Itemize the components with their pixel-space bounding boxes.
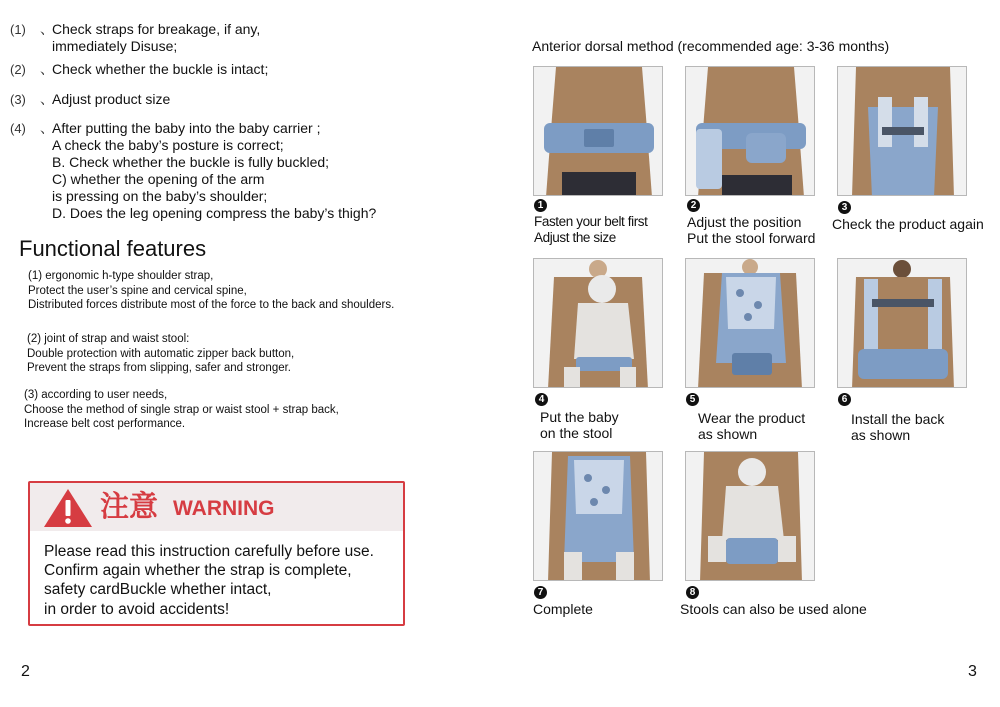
checklist-number: (3): [10, 92, 26, 107]
checklist-number: (4): [10, 121, 26, 136]
caption-line: Adjust the size: [534, 230, 616, 245]
caption-line: Check the product again: [832, 216, 984, 232]
warning-line: in order to avoid accidents!: [44, 600, 230, 618]
step-7-number: 7: [534, 586, 547, 599]
feature-line: (3) according to user needs,: [24, 389, 168, 401]
step-8-caption: [680, 601, 867, 617]
step-6-caption: [851, 411, 944, 443]
caption-line: Put the stool forward: [687, 230, 816, 246]
checklist-line: D. Does the leg opening compress the baby’s thigh?: [52, 205, 377, 221]
warning-title-cn: 注意: [100, 489, 159, 523]
step-7-caption: [533, 601, 593, 617]
step-5-photo: [685, 258, 815, 388]
warning-message: [44, 542, 374, 619]
step-4-caption: [540, 409, 619, 441]
step-6-photo: [837, 258, 967, 388]
checklist-line: A check the baby’s posture is correct;: [52, 137, 284, 153]
feature-line: Double protection with automatic zipper back button,: [27, 347, 295, 360]
step-1-number: 1: [534, 199, 547, 212]
checklist-line: C) whether the opening of the arm: [52, 171, 265, 187]
step-1-caption: [534, 214, 648, 246]
functional-features-title: Functional features: [19, 236, 207, 261]
caption-line: Wear the product: [698, 410, 806, 426]
step-3-photo: [837, 66, 967, 196]
checklist-line: Check straps for breakage, if any,: [52, 21, 261, 37]
warning-box: [28, 481, 405, 626]
step-8-number: 8: [686, 586, 699, 599]
feature-line: Distributed forces distribute most of the force to the back and shoulders.: [28, 299, 395, 311]
step-2-number: 2: [687, 199, 700, 212]
warning-line: Please read this instruction carefully before use.: [44, 543, 374, 560]
step-5-number: 5: [686, 393, 699, 406]
warning-title-en: WARNING: [173, 497, 275, 520]
checklist-item-2: (2) 、 Check whether the buckle is intact;: [10, 61, 269, 77]
step-6-number: 6: [838, 393, 851, 406]
feature-line: Choose the method of single strap or waist stool + strap back,: [24, 403, 339, 416]
checklist-line: is pressing on the baby’s shoulder;: [52, 188, 268, 204]
caption-line: Install the back: [851, 411, 945, 427]
step-7-photo: [533, 451, 663, 581]
caption-line: on the stool: [540, 425, 613, 441]
checklist-number: (1): [10, 22, 26, 37]
checklist-line: immediately Disuse;: [52, 38, 178, 54]
caption-line: Complete: [533, 601, 593, 617]
feature-line: Protect the user’s spine and cervical spine,: [28, 284, 247, 297]
step-2-photo: [685, 66, 815, 196]
feature-line: (2) joint of strap and waist stool:: [27, 333, 190, 345]
feature-3: [24, 388, 339, 432]
caption-line: as shown: [851, 427, 911, 443]
step-2-caption: [687, 214, 815, 246]
page-number-right: 3: [968, 663, 977, 680]
step-5-caption: [698, 410, 805, 442]
step-4-number: 4: [535, 393, 548, 406]
caption-line: Fasten your belt first: [534, 214, 648, 229]
step-4-photo: [533, 258, 663, 388]
checklist-line: B. Check whether the buckle is fully buckled;: [52, 154, 330, 170]
feature-2: [27, 332, 294, 376]
feature-line: (1) ergonomic h-type shoulder strap,: [28, 270, 214, 282]
checklist-line: After putting the baby into the baby carrier ;: [52, 120, 321, 136]
caption-line: Put the baby: [540, 409, 619, 425]
warning-line: safety cardBuckle whether intact,: [44, 581, 272, 599]
feature-line: Prevent the straps from slipping, safer and stronger.: [27, 362, 291, 374]
caption-line: Stools can also be used alone: [680, 601, 867, 617]
feature-line: Increase belt cost performance.: [24, 418, 186, 430]
warning-triangle-icon: [42, 487, 94, 529]
step-8-photo: [685, 451, 815, 581]
caption-line: as shown: [698, 426, 758, 442]
checklist-item-1: (1) 、 Check straps for breakage, if any, immediately Disuse;: [10, 21, 261, 54]
checklist-number: (2): [10, 62, 26, 77]
method-heading: Anterior dorsal method (recommended age: 3-36 months): [532, 38, 890, 54]
step-1-photo: [533, 66, 663, 196]
checklist-line: Check whether the buckle is intact;: [52, 61, 269, 77]
checklist-item-4: (4) 、 After putting the baby into the baby carrier ; A check the baby’s posture is correct; B. Check whether the buckle is fully buckled; C) whether the opening of the arm is pressing on the baby’s shoulder; D. Does the leg opening compress the baby’s thigh?: [10, 120, 377, 221]
page-number-left: 2: [21, 663, 30, 680]
feature-1: [28, 269, 394, 313]
warning-line: Confirm again whether the strap is complete,: [44, 562, 352, 580]
checklist-line: Adjust product size: [52, 91, 171, 107]
step-3-number: 3: [838, 201, 851, 214]
checklist-item-3: (3) 、 Adjust product size: [10, 91, 171, 107]
step-3-caption: [832, 216, 984, 232]
caption-line: Adjust the position: [687, 214, 802, 230]
